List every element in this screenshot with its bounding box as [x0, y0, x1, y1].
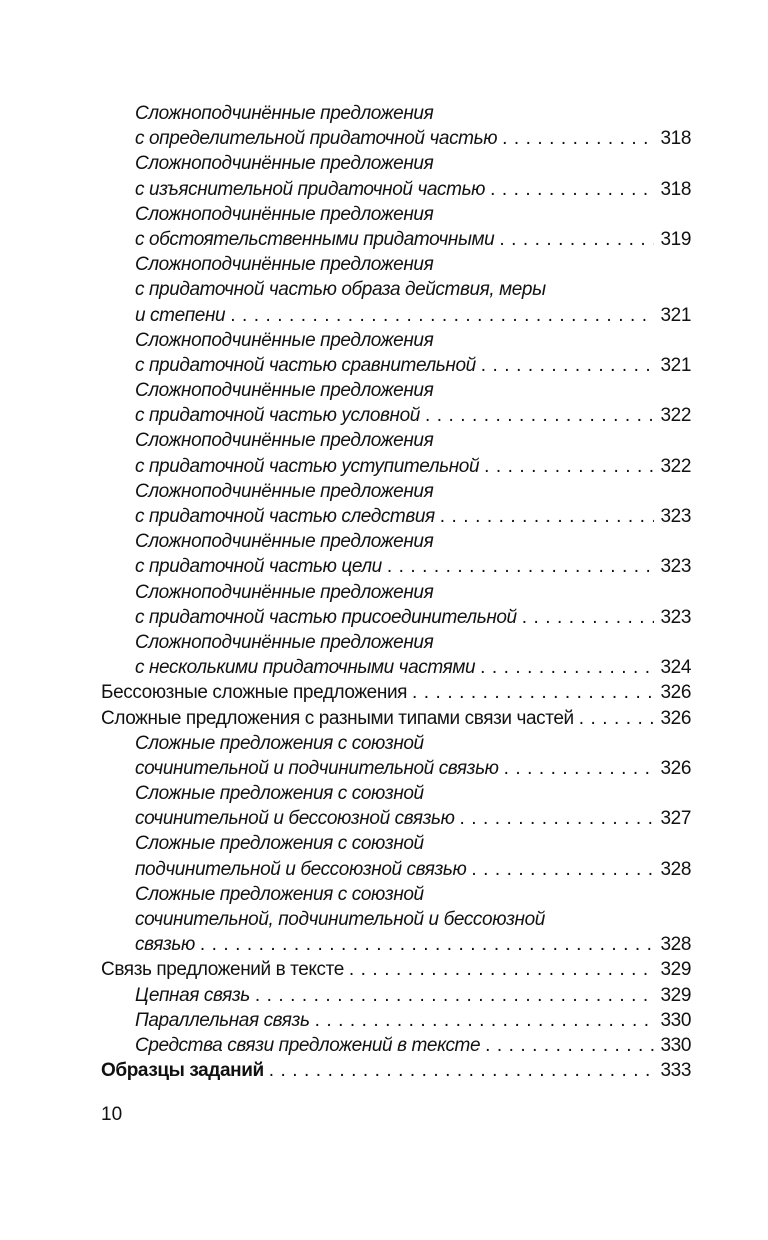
toc-entry [101, 202, 691, 252]
toc-entry-title: Сложноподчинённые предложения [135, 581, 434, 603]
toc-entry-line [135, 101, 691, 126]
toc-page-number: 322 [660, 405, 691, 427]
dot-leader [459, 806, 654, 831]
toc-entry-line [101, 957, 691, 982]
toc-page-number: 326 [660, 707, 691, 729]
toc-page-number: 322 [660, 455, 691, 477]
toc-page-number: 323 [660, 506, 691, 527]
toc-entry-line [135, 630, 691, 655]
toc-entry-line [135, 428, 691, 453]
toc-entry-line [135, 907, 691, 932]
toc-entry-line [135, 504, 691, 529]
toc-entry-line [101, 680, 691, 705]
toc-entry-title: с придаточной частью уступительной [135, 455, 480, 477]
dot-leader [579, 706, 655, 731]
dot-leader [522, 605, 655, 630]
dot-leader [425, 403, 655, 428]
toc-entry-title: с несколькими придаточными частями [135, 657, 476, 679]
toc-entry-line [135, 303, 691, 328]
toc-entry-line [135, 454, 691, 479]
toc-entry-line [135, 378, 691, 403]
toc-entry-line [135, 831, 691, 856]
toc-entry-line [135, 605, 691, 630]
toc-entry [101, 529, 691, 579]
toc-entry [101, 328, 691, 378]
dot-leader [387, 554, 655, 579]
toc-entry [101, 1008, 691, 1033]
toc-entry [101, 1033, 691, 1058]
toc-page-number: 329 [660, 984, 691, 1006]
toc-entry-line [135, 983, 691, 1008]
toc-entry-title: Сложноподчинённые предложения [135, 631, 434, 653]
toc-entry-line [135, 932, 691, 957]
toc-entry-line [135, 857, 691, 882]
toc-page-number: 330 [660, 1034, 691, 1056]
dot-leader [499, 227, 654, 252]
toc-entry-line [135, 580, 691, 605]
toc-entry-line [135, 403, 691, 428]
toc-entry-title: сочинительной и бессоюзной связью [135, 808, 455, 830]
toc-page-number: 321 [660, 304, 691, 326]
table-of-contents [101, 101, 691, 1083]
toc-entry-title: с придаточной частью цели [135, 556, 382, 578]
toc-entry-title: с обстоятельственными придаточными [135, 228, 495, 250]
dot-leader [480, 655, 654, 680]
toc-entry-title: с придаточной частью следствия [135, 506, 435, 527]
toc-entry-line [135, 1033, 691, 1058]
toc-page-number: 326 [660, 682, 691, 704]
toc-entry-title: Сложноподчинённые предложения [135, 254, 434, 276]
toc-entry-line [135, 756, 691, 781]
toc-entry-title: Бессоюзные сложные предложения [101, 682, 408, 704]
toc-page-number: 329 [660, 959, 691, 981]
dot-leader [315, 1008, 655, 1033]
toc-entry-title: подчинительной и бессоюзной связью [135, 858, 467, 880]
toc-entry-title: сочинительной, подчинительной и бессоюзной [135, 909, 545, 930]
toc-page-number: 328 [660, 858, 691, 880]
toc-entry [101, 882, 691, 958]
toc-page-number: 328 [660, 934, 691, 956]
toc-entry-line [135, 202, 691, 227]
toc-entry-title: с изъяснительной придаточной частью [135, 178, 486, 200]
toc-page-number: 324 [660, 657, 691, 679]
toc-entry-title: Связь предложений в тексте [101, 959, 344, 981]
dot-leader [471, 857, 654, 882]
toc-entry [101, 731, 691, 781]
toc-page-number: 323 [660, 556, 691, 578]
toc-entry-title: с придаточной частью образа действия, меры [135, 279, 546, 301]
toc-entry [101, 428, 691, 478]
toc-entry-title: Сложноподчинённые предложения [135, 153, 434, 175]
toc-entry-line [135, 328, 691, 353]
dot-leader [481, 353, 655, 378]
toc-entry-title: Сложные предложения с союзной [135, 732, 424, 754]
toc-entry-title: Образцы заданий [101, 1060, 264, 1082]
toc-entry [101, 479, 691, 529]
toc-page-number: 326 [660, 757, 691, 779]
toc-entry-title: Сложные предложения с разными типами связи частей [101, 707, 574, 729]
dot-leader [504, 756, 655, 781]
dot-leader [230, 303, 654, 328]
toc-entry-line [135, 1008, 691, 1033]
toc-entry [101, 706, 691, 731]
dot-leader [502, 126, 654, 151]
dot-leader [200, 932, 655, 957]
toc-entry-line [135, 731, 691, 756]
toc-entry [101, 252, 691, 328]
toc-entry-title: Сложноподчинённые предложения [135, 480, 434, 502]
toc-entry-title: Сложные предложения с союзной [135, 783, 424, 805]
toc-entry-title: с придаточной частью присоединительной [135, 606, 517, 628]
toc-entry [101, 957, 691, 982]
toc-entry-line [135, 126, 691, 151]
toc-entry-line [135, 882, 691, 907]
toc-entry-line [135, 529, 691, 554]
toc-entry-line [135, 151, 691, 176]
toc-entry-line [135, 277, 691, 302]
page-number: 10 [101, 1104, 123, 1125]
toc-entry [101, 983, 691, 1008]
toc-entry-title: Сложноподчинённые предложения [135, 430, 434, 452]
toc-entry-title: с определительной придаточной частью [135, 128, 498, 150]
toc-entry-title: Параллельная связь [135, 1009, 310, 1031]
toc-entry-title: с придаточной частью условной [135, 405, 420, 427]
dot-leader [490, 177, 654, 202]
toc-entry-title: Сложноподчинённые предложения [135, 531, 434, 553]
toc-entry-line [135, 806, 691, 831]
toc-page-number: 321 [660, 354, 691, 376]
toc-entry-line [135, 554, 691, 579]
toc-entry-line [101, 706, 691, 731]
toc-entry-title: Цепная связь [135, 984, 250, 1006]
toc-page-number: 318 [660, 128, 691, 150]
toc-entry-title: с придаточной частью сравнительной [135, 354, 476, 376]
toc-entry-title: Сложноподчинённые предложения [135, 329, 434, 351]
toc-page-number: 319 [660, 228, 691, 250]
toc-entry [101, 831, 691, 881]
toc-entry-line [135, 177, 691, 202]
toc-entry [101, 101, 691, 151]
toc-entry-line [135, 227, 691, 252]
toc-page-number: 327 [660, 808, 691, 830]
toc-entry-line [135, 781, 691, 806]
toc-entry-title: Сложноподчинённые предложения [135, 380, 434, 402]
toc-entry [101, 378, 691, 428]
toc-entry-line [135, 479, 691, 504]
toc-entry-title: Сложноподчинённые предложения [135, 203, 434, 225]
toc-entry-line [101, 1058, 691, 1083]
toc-entry [101, 680, 691, 705]
dot-leader [349, 957, 655, 982]
dot-leader [440, 504, 655, 529]
dot-leader [484, 454, 654, 479]
toc-entry-line [135, 655, 691, 680]
toc-entry [101, 580, 691, 630]
toc-entry-title: Сложноподчинённые предложения [135, 103, 434, 124]
toc-entry-title: Сложные предложения с союзной [135, 833, 424, 855]
dot-leader [255, 983, 655, 1008]
toc-entry-title: Сложные предложения с союзной [135, 883, 424, 905]
dot-leader [412, 680, 654, 705]
toc-page-number: 330 [660, 1009, 691, 1031]
toc-entry-title: связью [135, 934, 195, 956]
toc-page-number: 318 [660, 178, 691, 200]
toc-entry-title: Средства связи предложений в тексте [135, 1034, 481, 1056]
dot-leader [485, 1033, 654, 1058]
toc-entry [101, 781, 691, 831]
toc-entry [101, 151, 691, 201]
toc-page-number: 333 [660, 1060, 691, 1082]
toc-entry-title: сочинительной и подчинительной связью [135, 757, 499, 779]
dot-leader [269, 1058, 655, 1083]
toc-entry-line [135, 252, 691, 277]
toc-entry [101, 1058, 691, 1083]
toc-entry [101, 630, 691, 680]
toc-entry-title: и степени [135, 304, 226, 326]
toc-entry-line [135, 353, 691, 378]
toc-page-number: 323 [660, 606, 691, 628]
